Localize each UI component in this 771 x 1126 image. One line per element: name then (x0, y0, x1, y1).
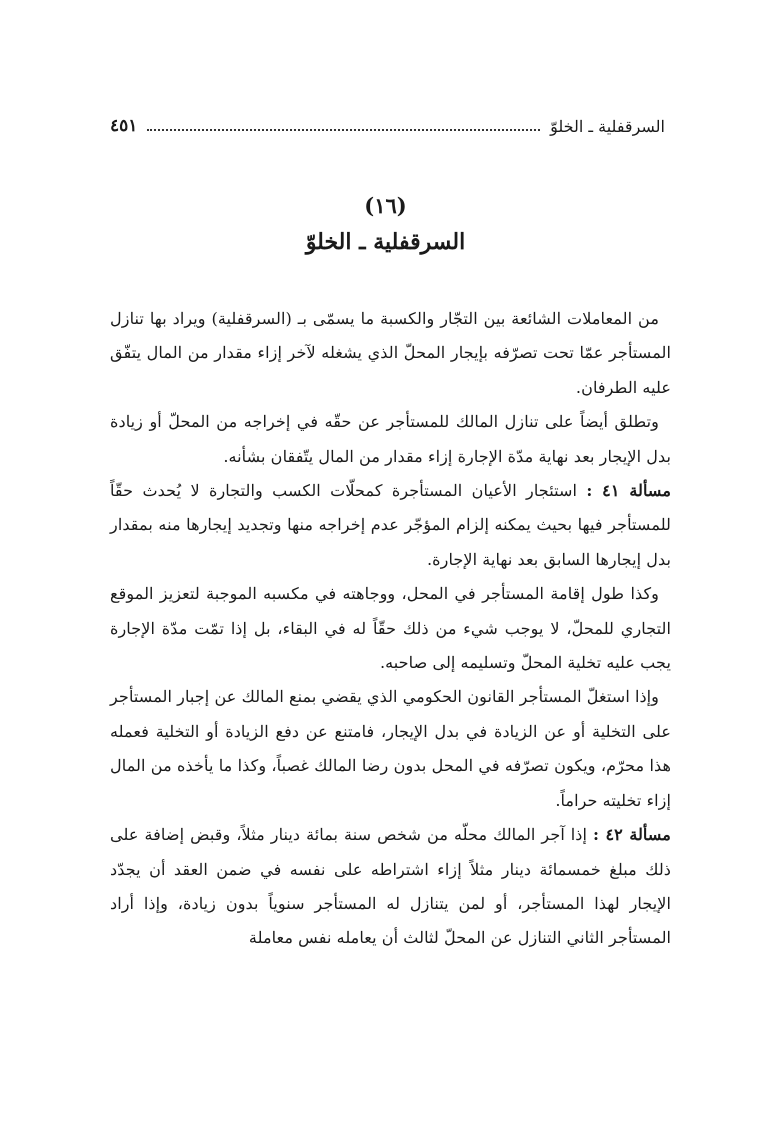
running-title: السرقفلية ـ الخلوّ (550, 116, 665, 136)
issue-label: مسألة ٤١ : (586, 481, 671, 501)
paragraph (110, 577, 671, 680)
paragraph (110, 405, 671, 474)
paragraph-text: وكذا طول إقامة المستأجر في المحل، ووجاهته في مكسبه الموجبة لتعزيز الموقع التجاري للمحلّ، لا يوجب شيء من ذلك حقّاً له في البقاء، بل إذا تمّت مدّة الإجارة يجب عليه تخلية المحلّ وتسليمه إلى صاحبه. (110, 584, 671, 673)
paragraph (110, 680, 671, 818)
body-text (110, 302, 671, 956)
paragraph-text: وإذا استغلّ المستأجر القانون الحكومي الذي يقضي بمنع المالك عن إجبار المستأجر على التخلية أو عن الزيادة في بدل الإيجار، فامتنع عن دفع الزيادة أو التخلية فعمله هذا محرّم، ويكون تصرّفه في المحل بدون رضا المالك غصباً، وكذا ما يأخذه من المال إزاء تخليته حراماً. (110, 687, 671, 810)
page-number: ٤٥١ (110, 116, 138, 136)
running-header (110, 112, 665, 140)
issue-paragraph (110, 818, 671, 956)
paragraph (110, 302, 671, 405)
paragraph-text: استئجار الأعيان المستأجرة كمحلّات الكسب والتجارة لا يُحدث حقّاً للمستأجر فيها بحيث يمكنه إلزام المؤجّر عدم إخراجه منها وتجديد إيجارها منه بمقدار بدل إيجارها السابق بعد نهاية الإجارة. (110, 481, 671, 569)
paragraph-text: وتطلق أيضاً على تنازل المالك للمستأجر عن حقّه في إخراجه من المحلّ أو زيادة بدل الإيجار بعد نهاية مدّة الإجارة إزاء مقدار من المال يتّفقان بشأنه. (110, 412, 671, 466)
chapter-number: (١٦) (364, 193, 407, 218)
chapter-heading (0, 188, 771, 260)
issue-label: مسألة ٤٢ : (593, 825, 671, 845)
paragraph-text: إذا آجر المالك محلّه من شخص سنة بمائة دينار مثلاً، وقبض إضافة على ذلك مبلغ خمسمائة دينار مثلاً إزاء اشتراطه على نفسه في ضمن العقد أن يجدّد الإيجار لهذا المستأجر، أو لمن يتنازل له المستأجر سنوياً بدون زيادة، وإذا أراد المستأجر الثاني التنازل عن المحلّ لثالث أن يعامله نفس معاملة (110, 825, 671, 948)
header-dot-leader (147, 129, 540, 131)
issue-paragraph (110, 474, 671, 577)
chapter-title: السرقفلية ـ الخلوّ (305, 229, 466, 255)
paragraph-text: من المعاملات الشائعة بين التجّار والكسبة ما يسمّى بـ (السرقفلية) ويراد بها تنازل المستأجر عمّا تحت تصرّفه بإيجار المحلّ الذي يشغله لآخر إزاء مقدار من المال يتفّق عليه الطرفان. (110, 309, 671, 397)
